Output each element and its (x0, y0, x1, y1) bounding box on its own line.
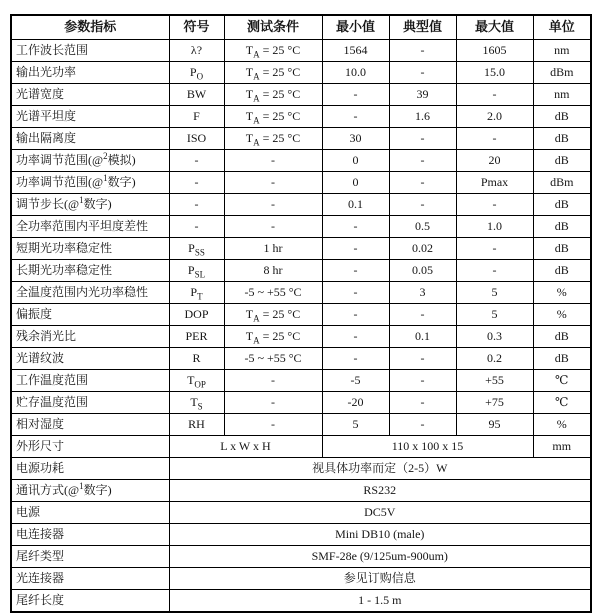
value-cell: dB (533, 238, 591, 260)
value-cell: 0 (322, 172, 389, 194)
table-row (11, 326, 591, 348)
value-cell: - (389, 392, 456, 414)
value-cell: - (322, 304, 389, 326)
value-cell: - (322, 216, 389, 238)
value-cell: 20 (456, 150, 533, 172)
col-header-param: 参数指标 (11, 15, 169, 40)
value-cell: 8 hr (224, 260, 322, 282)
value-cell: 1605 (456, 40, 533, 62)
merged-value-cell: 参见订购信息 (169, 568, 591, 590)
value-cell: $P_{SL}$ (169, 260, 224, 282)
value-cell: Pmax (456, 172, 533, 194)
value-cell: dBm (533, 172, 591, 194)
param-label-cell: 输出隔离度 (11, 128, 169, 150)
value-cell: % (533, 414, 591, 436)
table-row (11, 568, 591, 590)
param-label-cell: 工作波长范围 (11, 40, 169, 62)
table-row (11, 458, 591, 480)
value-cell: R (169, 348, 224, 370)
value-cell: - (322, 106, 389, 128)
param-label-cell: 全温度范围内光功率稳性 (11, 282, 169, 304)
value-cell: $P_{SS}$ (169, 238, 224, 260)
value-cell: 2.0 (456, 106, 533, 128)
value-cell: nm (533, 84, 591, 106)
value-cell: $T_A = 25$ °C (224, 304, 322, 326)
merged-value-cell: 视具体功率而定（2-5）W (169, 458, 591, 480)
param-label-cell: 长期光功率稳定性 (11, 260, 169, 282)
value-cell: - (389, 62, 456, 84)
value-cell: dB (533, 106, 591, 128)
value-cell: % (533, 304, 591, 326)
value-cell: - (389, 128, 456, 150)
param-label-cell: 工作温度范围 (11, 370, 169, 392)
spec-table-body (11, 40, 591, 613)
table-row (11, 106, 591, 128)
table-row (11, 546, 591, 568)
value-cell: 5 (456, 282, 533, 304)
value-cell: - (322, 348, 389, 370)
table-row (11, 194, 591, 216)
col-header-max: 最大值 (456, 15, 533, 40)
param-label-cell: 电源 (11, 502, 169, 524)
table-row (11, 282, 591, 304)
param-label-cell: 全功率范围内平坦度差性 (11, 216, 169, 238)
value-cell: dB (533, 260, 591, 282)
table-row (11, 414, 591, 436)
value-cell: - (322, 326, 389, 348)
value-cell: - (224, 172, 322, 194)
value-cell: - (322, 84, 389, 106)
value-cell: - (456, 238, 533, 260)
param-label-cell: 尾纤长度 (11, 590, 169, 613)
table-row (11, 524, 591, 546)
value-cell: 39 (389, 84, 456, 106)
value-cell: -20 (322, 392, 389, 414)
param-label-cell: 功率调节范围(@$^1$数字) (11, 172, 169, 194)
value-cell: dB (533, 194, 591, 216)
value-cell: - (456, 128, 533, 150)
value-cell: $T_A = 25$ °C (224, 326, 322, 348)
col-header-condition: 测试条件 (224, 15, 322, 40)
table-row (11, 304, 591, 326)
col-header-min: 最小值 (322, 15, 389, 40)
value-cell: 15.0 (456, 62, 533, 84)
value-cell: -5 ~ +55 °C (224, 282, 322, 304)
value-cell: dB (533, 348, 591, 370)
table-row (11, 150, 591, 172)
table-row (11, 172, 591, 194)
value-cell: dB (533, 150, 591, 172)
value-cell: - (322, 282, 389, 304)
value-cell: +55 (456, 370, 533, 392)
value-cell: - (456, 260, 533, 282)
value-cell: F (169, 106, 224, 128)
table-row (11, 40, 591, 62)
value-cell: - (456, 194, 533, 216)
table-row (11, 238, 591, 260)
value-cell: -5 ~ +55 °C (224, 348, 322, 370)
value-cell: ℃ (533, 370, 591, 392)
param-label-cell: 相对湿度 (11, 414, 169, 436)
value-cell: 10.0 (322, 62, 389, 84)
value-cell: $T_A = 25$ °C (224, 106, 322, 128)
value-cell: $T_{OP}$ (169, 370, 224, 392)
merged-value-cell: 110 x 100 x 15 (322, 436, 533, 458)
value-cell: 0.02 (389, 238, 456, 260)
value-cell: dB (533, 326, 591, 348)
value-cell: - (389, 172, 456, 194)
col-header-unit: 单位 (533, 15, 591, 40)
value-cell: dBm (533, 62, 591, 84)
value-cell: 3 (389, 282, 456, 304)
value-cell: 1 hr (224, 238, 322, 260)
value-cell: nm (533, 40, 591, 62)
value-cell: 0.2 (456, 348, 533, 370)
param-label-cell: 尾纤类型 (11, 546, 169, 568)
table-row (11, 216, 591, 238)
param-label-cell: 短期光功率稳定性 (11, 238, 169, 260)
param-label-cell: 光谱纹波 (11, 348, 169, 370)
value-cell: $T_A = 25$ °C (224, 128, 322, 150)
col-header-symbol: 符号 (169, 15, 224, 40)
param-label-cell: 偏振度 (11, 304, 169, 326)
value-cell: $P_T$ (169, 282, 224, 304)
value-cell: - (389, 414, 456, 436)
param-label-cell: 光谱平坦度 (11, 106, 169, 128)
value-cell: PER (169, 326, 224, 348)
value-cell: 0.5 (389, 216, 456, 238)
param-label-cell: 电源功耗 (11, 458, 169, 480)
value-cell: - (224, 392, 322, 414)
value-cell: 0.3 (456, 326, 533, 348)
value-cell: ISO (169, 128, 224, 150)
value-cell: RH (169, 414, 224, 436)
param-label-cell: 残余消光比 (11, 326, 169, 348)
value-cell: dB (533, 216, 591, 238)
value-cell: - (224, 194, 322, 216)
table-row (11, 84, 591, 106)
col-header-typical: 典型值 (389, 15, 456, 40)
value-cell: - (322, 260, 389, 282)
value-cell: - (456, 84, 533, 106)
table-row (11, 480, 591, 502)
value-cell: - (389, 370, 456, 392)
merged-value-cell: 1 - 1.5 m (169, 590, 591, 613)
value-cell: BW (169, 84, 224, 106)
value-cell: - (389, 194, 456, 216)
table-row (11, 502, 591, 524)
param-label-cell: 功率调节范围(@$^2$模拟) (11, 150, 169, 172)
value-cell: - (389, 150, 456, 172)
spec-table (10, 14, 592, 613)
table-row (11, 260, 591, 282)
value-cell: % (533, 282, 591, 304)
value-cell: - (389, 40, 456, 62)
merged-value-cell: DC5V (169, 502, 591, 524)
value-cell: 0.1 (389, 326, 456, 348)
value-cell: $T_S$ (169, 392, 224, 414)
value-cell: - (389, 304, 456, 326)
param-label-cell: 调节步长(@$^1$数字) (11, 194, 169, 216)
value-cell: λ? (169, 40, 224, 62)
merged-value-cell: RS232 (169, 480, 591, 502)
value-cell: 0.05 (389, 260, 456, 282)
table-row (11, 128, 591, 150)
value-cell: 5 (322, 414, 389, 436)
value-cell: +75 (456, 392, 533, 414)
value-cell: 1564 (322, 40, 389, 62)
param-label-cell: 通讯方式(@$^1$数字) (11, 480, 169, 502)
table-row (11, 436, 591, 458)
value-cell: - (224, 216, 322, 238)
merged-value-cell: SMF-28e (9/125um-900um) (169, 546, 591, 568)
value-cell: $P_O$ (169, 62, 224, 84)
value-cell: ℃ (533, 392, 591, 414)
merged-value-cell: L x W x H (169, 436, 322, 458)
param-label-cell: 电连接器 (11, 524, 169, 546)
value-cell: $T_A = 25$ °C (224, 84, 322, 106)
table-row (11, 370, 591, 392)
value-cell: 0 (322, 150, 389, 172)
value-cell: 1.0 (456, 216, 533, 238)
value-cell: 5 (456, 304, 533, 326)
value-cell: - (224, 414, 322, 436)
value-cell: - (224, 370, 322, 392)
value-cell: $T_A = 25$ °C (224, 62, 322, 84)
param-label-cell: 外形尺寸 (11, 436, 169, 458)
value-cell: - (169, 172, 224, 194)
value-cell: 1.6 (389, 106, 456, 128)
param-label-cell: 光谱宽度 (11, 84, 169, 106)
header-row (11, 15, 591, 40)
value-cell: - (169, 194, 224, 216)
merged-value-cell: Mini DB10 (male) (169, 524, 591, 546)
param-label-cell: 光连接器 (11, 568, 169, 590)
value-cell: -5 (322, 370, 389, 392)
value-cell: dB (533, 128, 591, 150)
param-label-cell: 贮存温度范围 (11, 392, 169, 414)
value-cell: - (169, 150, 224, 172)
value-cell: - (322, 238, 389, 260)
value-cell: DOP (169, 304, 224, 326)
value-cell: - (389, 348, 456, 370)
table-row (11, 348, 591, 370)
value-cell: 95 (456, 414, 533, 436)
value-cell: - (224, 150, 322, 172)
table-row (11, 392, 591, 414)
table-row (11, 590, 591, 613)
value-cell: 30 (322, 128, 389, 150)
value-cell: 0.1 (322, 194, 389, 216)
value-cell: - (169, 216, 224, 238)
value-cell: mm (533, 436, 591, 458)
value-cell: $T_A = 25$ °C (224, 40, 322, 62)
table-row (11, 62, 591, 84)
param-label-cell: 输出光功率 (11, 62, 169, 84)
